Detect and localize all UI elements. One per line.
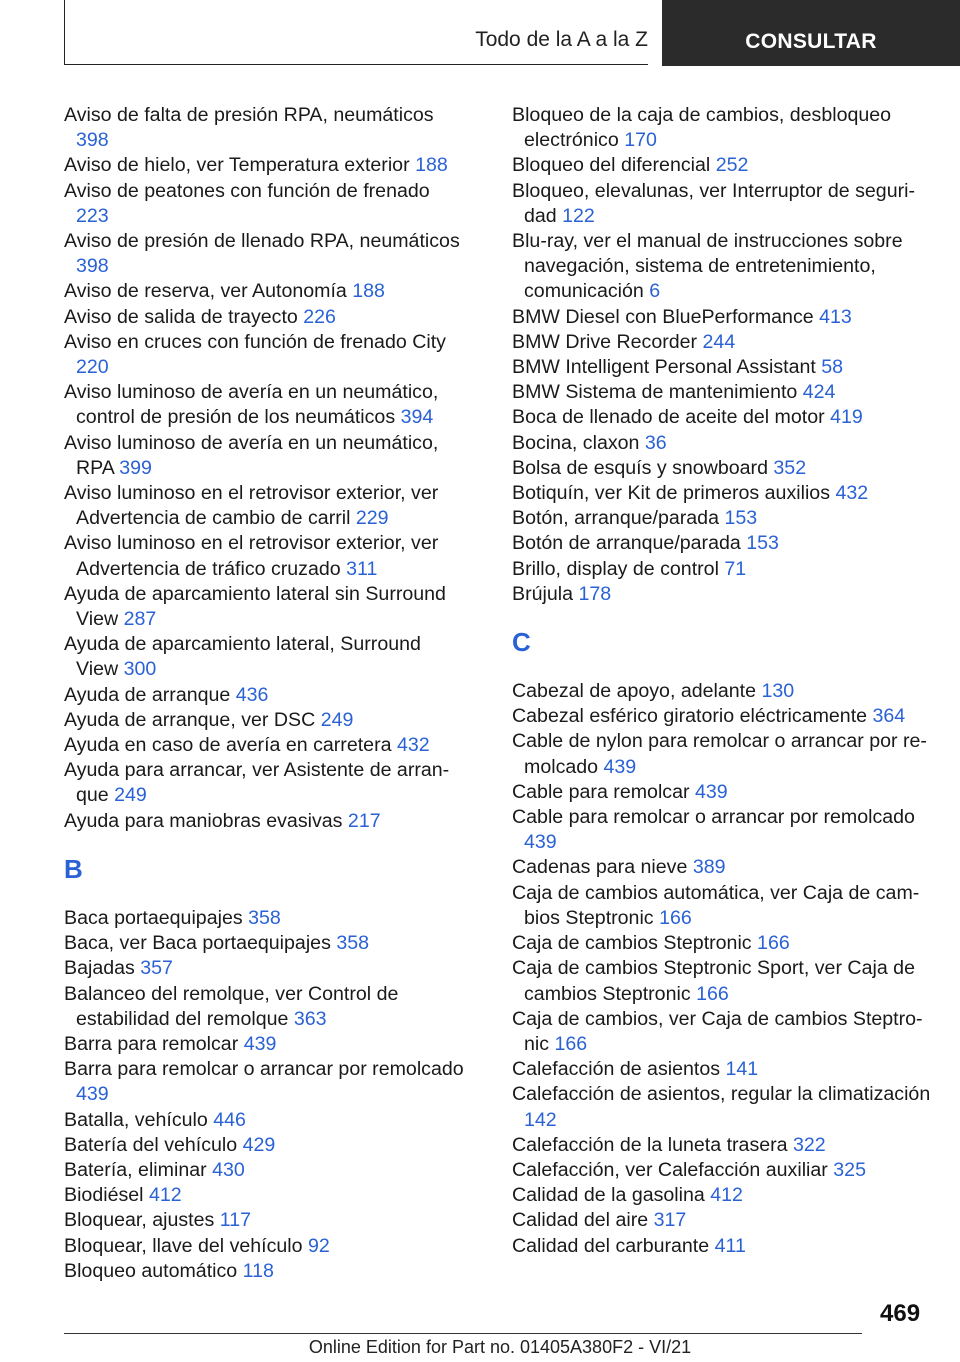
index-entry-page-link[interactable]: 188 [415,154,448,177]
index-entry-term: Cable para remolcar o arrancar por remolcado [512,806,915,829]
index-entry-term: Calidad del carburante [512,1234,715,1257]
index-entry [512,855,932,880]
index-entry-term: BMW Sistema de mantenimiento [512,381,803,404]
index-entry-term: Calefacción de la luneta trasera [512,1133,794,1156]
index-entry-term: Caja de cambios Steptronic Sport, ver Caja de cambios Steptronic [512,957,915,1005]
index-entry-term: Bloqueo, elevalunas, ver Interruptor de seguridad [512,179,915,227]
index-entry-term: Boca de llenado de aceite del motor [512,406,831,429]
index-entry-page-link[interactable]: 166 [757,932,790,955]
index-entry-page-link[interactable]: 92 [308,1234,330,1257]
index-entry-term: Baca portaequipajes [64,906,249,929]
index-entry [512,380,932,405]
index-entry [64,531,464,581]
index-entry-term: Bloqueo de la caja de cambios, desbloqueo electrónico [512,104,892,152]
index-entry [64,431,464,481]
index-entry-term: Botón, arranque/parada [512,507,725,530]
index-entry-term: Aviso luminoso de avería en un neumático, control de presión de los neumáticos [64,381,439,429]
index-entry [64,733,464,758]
index-entry-term: Calidad de la gasolina [512,1184,711,1207]
index-entry-term: Caja de cambios Steptronic [512,932,758,955]
index-entry-page-link[interactable]: 287 [123,608,157,631]
index-entry [64,1259,464,1284]
index-entry-page-link[interactable]: 439 [76,1083,109,1106]
index-entry [64,708,464,733]
index-entry-term: Batería del vehículo [64,1133,243,1156]
index-entry [512,805,932,855]
index-entry [512,780,932,805]
index-entry-term: Brújula [512,582,579,605]
index-entry [512,1234,932,1259]
index-entry [512,582,932,607]
index-entry-page-link[interactable]: 419 [830,406,863,429]
index-entry [512,229,932,305]
index-entry [64,380,464,430]
index-entry-term: Cadenas para nieve [512,856,693,879]
page-number: 469 [880,1300,921,1327]
index-entry [512,355,932,380]
index-entry-term: Cabezal de apoyo, adelante [512,680,762,703]
index-entry [64,1208,464,1233]
index-entry-page-link[interactable]: 249 [114,784,147,807]
index-entry-page-link[interactable]: 178 [578,582,612,605]
index-entry [512,881,932,931]
index-entry-term: Calefacción de asientos, regular la climatización [512,1083,931,1106]
index-entry-page-link[interactable]: 413 [819,305,852,328]
index-entry-term: Aviso luminoso en el retrovisor exterior, ver Advertencia de tráfico cruzado [64,532,439,580]
index-entry-page-link[interactable]: 411 [714,1234,746,1257]
index-entry-term: Botiquín, ver Kit de primeros auxilios [512,482,836,505]
index-entry-page-link[interactable]: 439 [694,780,728,803]
index-entry-term: Aviso en cruces con función de frenado City [64,330,446,353]
index-entry [64,931,464,956]
index-entry [512,1158,932,1183]
index-entry [64,330,464,380]
index-entry [64,153,464,178]
index-entry [512,956,932,1006]
index-entry-term: Baca, ver Baca portaequipajes [64,932,337,955]
index-entry [512,931,932,956]
index-entry-page-link[interactable]: 394 [400,406,434,429]
index-entry-term: Ayuda en caso de avería en carretera [64,734,397,757]
index-entry-page-link[interactable]: 118 [242,1259,274,1282]
index-entry-page-link[interactable]: 412 [148,1184,182,1207]
edition-note: Online Edition for Part no. 01405A380F2 - VI/21 [308,1337,692,1357]
index-entry-term: Balanceo del remolque, ver Control de estabilidad del remolque [64,982,399,1030]
index-entry [512,1082,932,1132]
index-entry-page-link[interactable]: 166 [696,982,729,1005]
index-entry-term: Caja de cambios automática, ver Caja de cambios Steptronic [512,881,920,929]
index-entry-page-link[interactable]: 6 [649,280,661,303]
index-entry-page-link[interactable]: 436 [235,683,269,706]
index-entry [64,582,464,632]
index-entry [512,729,932,779]
index-entry [64,179,464,229]
section-tab[interactable]: CONSULTAR [662,0,960,66]
index-entry [512,330,932,355]
index-entry [64,305,464,330]
index-entry-page-link[interactable]: 398 [76,255,109,278]
index-entry-page-link[interactable]: 325 [833,1158,866,1181]
index-entry [512,1057,932,1082]
index-letter-heading: C [512,627,531,658]
index-entry-term: BMW Intelligent Personal Assistant [512,356,822,379]
index-entry [512,153,932,178]
index-entry-term: Batalla, vehículo [64,1108,214,1131]
index-entry [64,279,464,304]
index-entry [64,229,464,279]
index-entry-term: Calefacción de asientos [512,1058,726,1081]
index-entry-page-link[interactable]: 398 [76,129,109,152]
index-entry [512,1133,932,1158]
header-left-rule [64,0,65,64]
index-entry-term: Calidad del aire [512,1209,654,1232]
index-entry-term: Blu-ray, ver el manual de instrucciones sobre navegación, sistema de entretenimiento, comunicación [512,230,903,303]
index-entry-page-link[interactable]: 244 [702,330,736,353]
index-entry-page-link[interactable]: 363 [293,1007,327,1030]
index-entry-term: Ayuda de aparcamiento lateral sin Surround View [64,582,446,631]
index-entry-page-link[interactable]: 432 [396,734,430,757]
index-entry [512,179,932,229]
index-entry-term: Aviso de presión de llenado RPA, neumáticos [64,230,460,253]
index-entry-page-link[interactable]: 141 [725,1058,759,1081]
index-entry [64,809,464,834]
index-entry-page-link[interactable]: 399 [119,456,152,479]
index-entry-term: BMW Diesel con BluePerformance [512,305,820,328]
index-entry [512,305,932,330]
index-entry [64,1133,464,1158]
index-entry-page-link[interactable]: 439 [603,755,637,778]
index-entry-term: Aviso de hielo, ver Temperatura exterior [64,154,416,177]
index-entry-term: Botón de arranque/parada [512,532,747,555]
index-entry-page-link[interactable]: 153 [746,532,779,555]
index-entry-term: Caja de cambios, ver Caja de cambios Steptronic [512,1007,923,1055]
index-entry [512,531,932,556]
index-entry [64,1183,464,1208]
index-entry-term: Bocina, claxon [512,431,645,454]
index-entry-term: Ayuda para maniobras evasivas [64,809,348,832]
chapter-title: Todo de la A a la Z [475,28,648,51]
index-entry-term: Barra para remolcar [64,1032,244,1055]
index-entry-page-link[interactable]: 166 [554,1032,588,1055]
index-entry [64,481,464,531]
index-entry-page-link[interactable]: 432 [835,482,869,505]
index-entry-page-link[interactable]: 424 [802,381,836,404]
index-entry-term: Cable de nylon para remolcar o arrancar por remolcado [512,730,927,778]
index-entry-term: Aviso luminoso de avería en un neumático, RPA [64,431,439,479]
index-entry [64,1234,464,1259]
index-entry-page-link[interactable]: 36 [644,431,667,454]
index-entry-page-link[interactable]: 364 [872,705,906,728]
index-entry-page-link[interactable]: 358 [336,932,370,955]
index-entry-page-link[interactable]: 412 [710,1184,743,1207]
index-entry [64,683,464,708]
index-entry-page-link[interactable]: 429 [242,1133,276,1156]
index-entry-page-link[interactable]: 300 [123,658,157,681]
index-entry-term: Aviso de falta de presión RPA, neumáticos [64,104,434,126]
index-entry-page-link[interactable]: 430 [212,1158,245,1181]
index-entry-page-link[interactable]: 252 [715,154,749,177]
index-entry [64,1032,464,1057]
index-entry-page-link[interactable]: 322 [793,1133,826,1156]
index-entry-term: Aviso de reserva, ver Autonomía [64,280,353,303]
index-entry [512,1007,932,1057]
index-entry-term: Biodiésel [64,1184,149,1207]
index-entry-term: Barra para remolcar o arrancar por remolcado [64,1058,464,1081]
index-entry-term: Bloquear, llave del vehículo [64,1234,308,1257]
index-entry-term: Aviso luminoso en el retrovisor exterior, ver Advertencia de cambio de carril [64,482,439,530]
index-entry-page-link[interactable]: 217 [347,809,381,832]
index-entry [64,1057,464,1107]
index-entry-term: Bloqueo del diferencial [512,154,716,177]
index-entry [512,704,932,729]
footer-rule [64,1333,862,1334]
index-entry-page-link[interactable]: 170 [624,129,657,152]
index-entry [512,103,932,153]
index-entry-term: Calefacción, ver Calefacción auxiliar [512,1158,834,1181]
index-letter-heading: B [64,853,83,884]
page-header [0,0,960,66]
index-column-left [64,103,464,1284]
index-entry [512,557,932,582]
index-entry-page-link[interactable]: 439 [243,1032,277,1055]
index-entry-page-link[interactable]: 352 [773,456,807,479]
index-entry [512,431,932,456]
index-entry [64,103,464,153]
index-entry-term: Bajadas [64,957,141,980]
header-bottom-rule [64,64,648,65]
index-entry [512,506,932,531]
index-entry-page-link[interactable]: 142 [524,1108,557,1131]
index-entry-page-link[interactable]: 223 [76,204,109,227]
index-entry-term: Ayuda de aparcamiento lateral, Surround View [64,633,421,681]
index-entry [512,679,932,704]
index-entry [64,956,464,981]
index-entry [64,758,464,808]
index-entry-term: Bloqueo automático [64,1259,243,1282]
index-entry [64,982,464,1032]
index-entry-term: Bolsa de esquís y snowboard [512,456,774,479]
index-entry [512,481,932,506]
index-entry [64,906,464,931]
index-entry-term: BMW Drive Recorder [512,330,703,353]
index-entry-term: Ayuda de arranque, ver DSC [64,708,321,731]
index-entry-term: Batería, eliminar [64,1158,213,1181]
index-entry-term: Bloquear, ajustes [64,1209,220,1232]
index-entry-term: Cabezal esférico giratorio eléctricamente [512,705,873,728]
index-entry [512,456,932,481]
index-entry-page-link[interactable]: 249 [320,708,354,731]
index-entry-page-link[interactable]: 446 [213,1108,246,1131]
page-footer [0,1337,960,1358]
index-entry-page-link[interactable]: 188 [352,280,385,303]
index-entry-page-link[interactable]: 229 [355,507,389,530]
index-entry-term: Aviso de salida de trayecto [64,305,304,328]
index-entry-term: Ayuda de arranque [64,683,236,706]
index-entry [512,1208,932,1233]
index-entry-term: Cable para remolcar [512,780,695,803]
index-entry-page-link[interactable]: 317 [653,1209,687,1232]
index-entry-term: Brillo, display de control [512,557,725,580]
index-entry-page-link[interactable]: 153 [724,507,758,530]
index-entry [64,632,464,682]
index-entry-term: Aviso de peatones con función de frenado [64,179,430,202]
index-entry-page-link[interactable]: 130 [761,680,795,703]
index-entry-page-link[interactable]: 166 [659,906,692,929]
index-entry-page-link[interactable]: 71 [724,557,747,580]
index-entry [64,1158,464,1183]
index-entry-page-link[interactable]: 357 [140,957,173,980]
index-entry-page-link[interactable]: 226 [303,305,336,328]
index-entry-page-link[interactable]: 389 [692,856,726,879]
index-entry [64,1108,464,1133]
index-entry-page-link[interactable]: 122 [562,204,595,227]
index-entry-page-link[interactable]: 220 [76,356,109,379]
index-column-right [512,103,932,1259]
index-entry-page-link[interactable]: 439 [524,831,557,854]
index-entry-page-link[interactable]: 117 [219,1209,252,1232]
index-entry-term: Ayuda para arrancar, ver Asistente de arranque [64,759,450,807]
index-entry-page-link[interactable]: 58 [821,356,844,379]
index-entry [512,1183,932,1208]
index-entry-page-link[interactable]: 358 [248,906,281,929]
index-entry-page-link[interactable]: 311 [346,557,378,580]
index-entry [512,405,932,430]
